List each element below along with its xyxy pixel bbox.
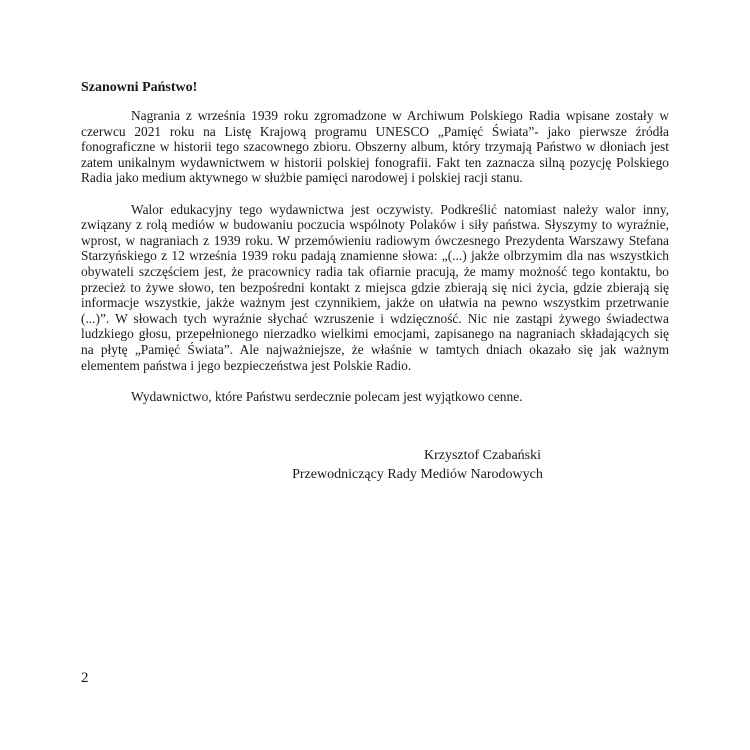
paragraph-2: Walor edukacyjny tego wydawnictwa jest oczywisty. Podkreślić natomiast należy walor inny, związany z rolą mediów w budowaniu poczucia wspólnoty Polaków i siły państwa. Słyszymy to wyraźnie, wprost, w nagraniach z 1939 roku. W przemówieniu radiowym ówczesnego Prezydenta Warszawy Stefana Starzyńskiego z 12 września 1939 roku padają znamienne słowa: „(...) jakże olbrzymim dla nas wszystkich obywateli szczęściem jest, że pracownicy radia tak ofiarnie pracują, że mamy możność tego kontaktu, bo przecież to żywe słowo, ten bezpośredni kontakt z miejsca gdzie zbierają się nici życia, gdzie zbierają się informacje wszystkie, jakże ważnym jest czynnikiem, jakże on ułatwia na pewno wszystkim przetrwanie (...)”. W słowach tych wyraźnie słychać wzruszenie i wdzięczność. Nic nie zastąpi żywego świadectwa ludzkiego głosu, przepełnionego nierzadko wielkimi emocjami, zapisanego na nagraniach składających się na płytę „Pamięć Świata”. Ale najważniejsze, że właśnie w tamtych dniach okazało się jak ważnym elementem państwa i jego bezpieczeństwa jest Polskie Radio. — [81, 201, 669, 373]
signature-title: Przewodniczący Rady Mediów Narodowych — [292, 467, 543, 482]
greeting-heading: Szanowni Państwo! — [81, 80, 198, 95]
page-number: 2 — [81, 670, 89, 686]
paragraph-1: Nagrania z września 1939 roku zgromadzone w Archiwum Polskiego Radia wpisane zostały w czerwcu 2021 roku na Listę Krajową programu UNESCO „Pamięć Świata”- jako pierwsze źródła fonograficzne w historii tego szacownego zbioru. Obszerny album, który trzymają Państwo w dłoniach jest zatem unikalnym wydawnictwem w historii polskiej fonografii. Fakt ten zaznacza silną pozycję Polskiego Radia jako medium aktywnego w służbie pamięci narodowej i polskiej racji stanu. — [81, 108, 669, 186]
signature-block — [200, 446, 635, 484]
paragraph-3: Wydawnictwo, które Państwu serdecznie polecam jest wyjątkowo cenne. — [131, 388, 523, 404]
signature-name: Krzysztof Czabański — [423, 448, 542, 463]
letter-body — [81, 108, 669, 420]
